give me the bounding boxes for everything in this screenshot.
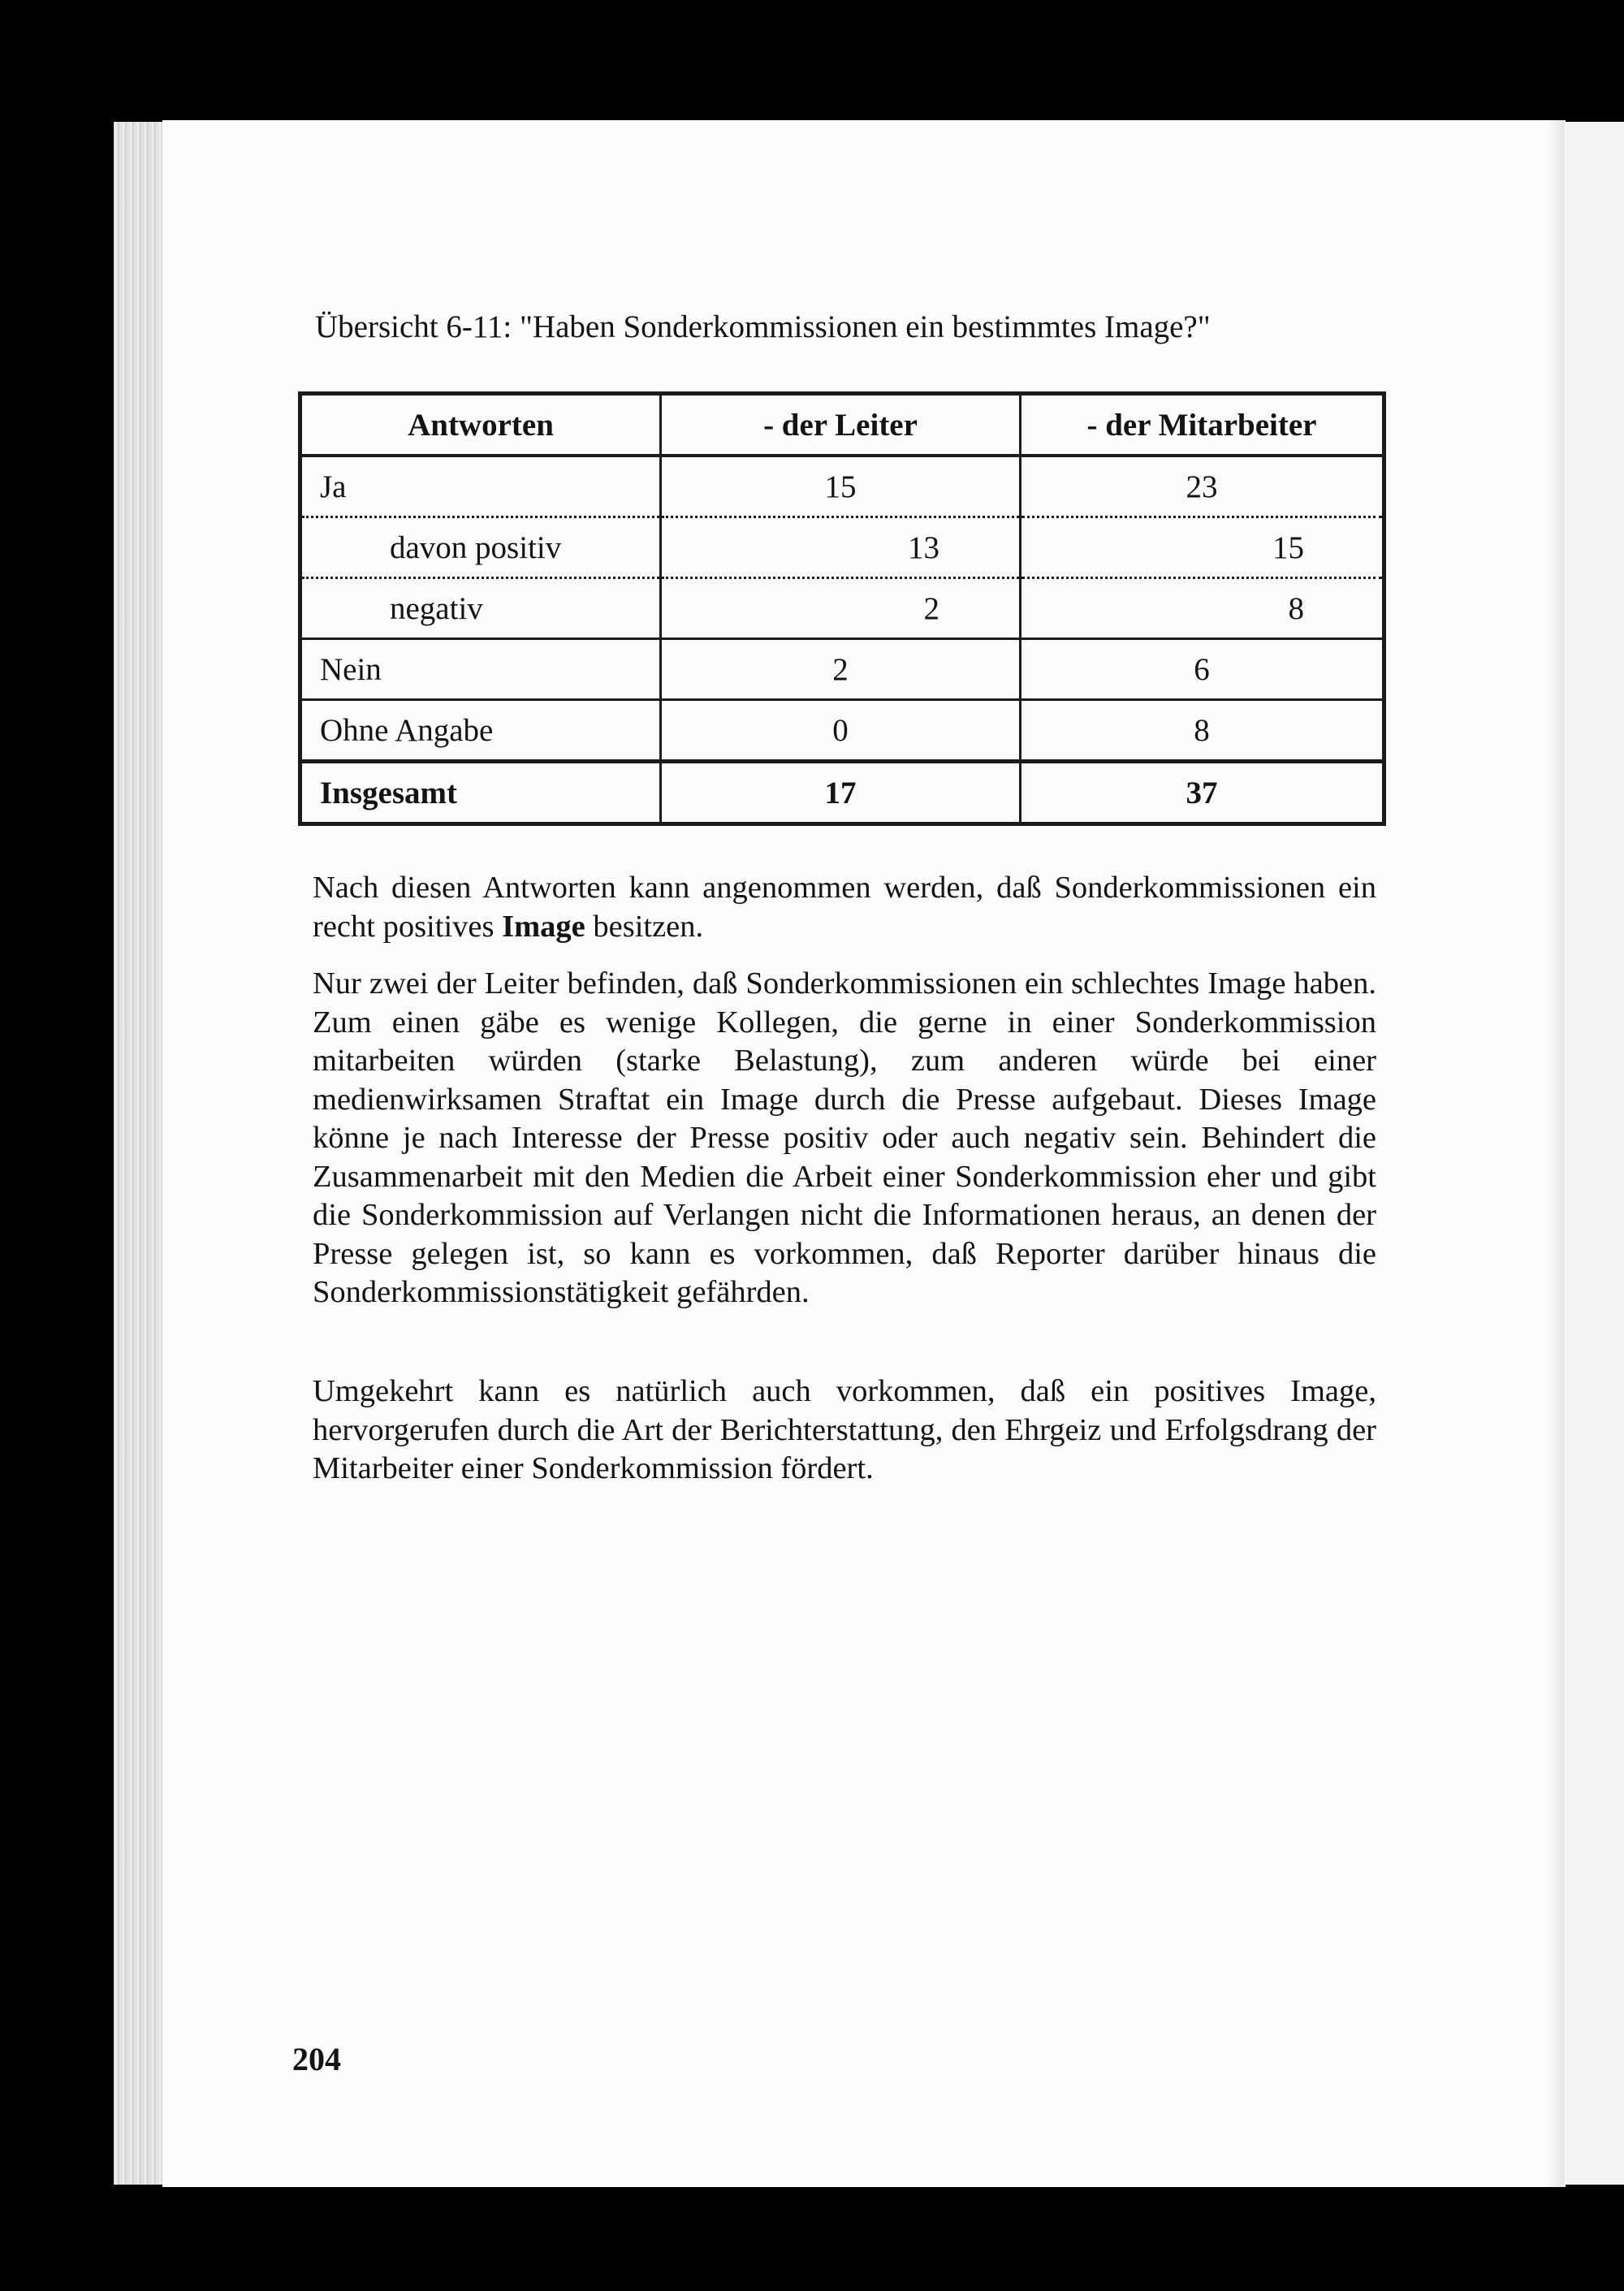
table-header-row [300, 394, 1384, 456]
leiter-value: 15 [661, 456, 1021, 517]
table-total-row [300, 762, 1384, 824]
header-antworten: Antworten [300, 394, 661, 456]
row-label: Ja [300, 456, 661, 517]
header-leiter: - der Leiter [661, 394, 1021, 456]
row-label: Ohne Angabe [300, 700, 661, 762]
mitarbeiter-value: 6 [1021, 639, 1384, 700]
mitarbeiter-value: 15 [1021, 517, 1384, 578]
paragraph-1 [313, 869, 1376, 946]
mitarbeiter-value: 37 [1021, 762, 1384, 824]
row-label: negativ [300, 578, 661, 639]
table-row [300, 700, 1384, 762]
table-row [300, 517, 1384, 578]
mitarbeiter-value: 8 [1021, 700, 1384, 762]
leiter-value: 17 [661, 762, 1021, 824]
row-label: davon positiv [300, 517, 661, 578]
leiter-value: 2 [661, 578, 1021, 639]
mitarbeiter-value: 8 [1021, 578, 1384, 639]
page-right-edge [1563, 122, 1624, 2185]
header-mitarbeiter: - der Mitarbeiter [1021, 394, 1384, 456]
table-caption: Übersicht 6-11: "Haben Sonderkommissionen ein bestimmtes Image?" [315, 309, 1211, 344]
row-label: Insgesamt [300, 762, 661, 824]
paragraph-2: Nur zwei der Leiter befinden, daß Sonderkommissionen ein schlechtes Image haben. Zum einen gäbe es wenige Kollegen, die gerne in einer Sonderkommission mitarbeiten würden (starke Belastung), zum anderen würde bei einer medienwirksamen Straftat ein Image durch die Presse aufgebaut. Dieses Image könne je nach Interesse der Presse positiv oder auch negativ sein. Behindert die Zusammenarbeit mit den Medien die Arbeit einer Sonderkommission eher und gibt die Sonderkommission auf Verlangen nicht die Informationen heraus, an denen der Presse gelegen ist, so kann es vorkommen, daß Reporter darüber hinaus die Sonderkommissionstätigkeit gefährden. [313, 966, 1376, 1309]
row-label: Nein [300, 639, 661, 700]
leiter-value: 2 [661, 639, 1021, 700]
paragraph-1-bold: Image [502, 909, 585, 944]
survey-table [298, 391, 1386, 826]
page-number: 204 [292, 2041, 341, 2077]
paragraph-1-text: Nach diesen Antworten kann angenommen werden, daß Sonderkommissionen ein recht positives [313, 871, 1376, 944]
paragraph-1-end: besitzen. [585, 909, 704, 944]
mitarbeiter-value: 23 [1021, 456, 1384, 517]
leiter-value: 0 [661, 700, 1021, 762]
table-row [300, 639, 1384, 700]
page-shadow [1547, 120, 1565, 2187]
paragraph-3: Umgekehrt kann es natürlich auch vorkommen, daß ein positives Image, hervorgerufen durch die Art der Berichterstattung, den Ehrgeiz und Erfolgsdrang der Mitarbeiter einer Sonderkommission fördert. [313, 1374, 1376, 1485]
leiter-value: 13 [661, 517, 1021, 578]
table-row [300, 578, 1384, 639]
table-row [300, 456, 1384, 517]
